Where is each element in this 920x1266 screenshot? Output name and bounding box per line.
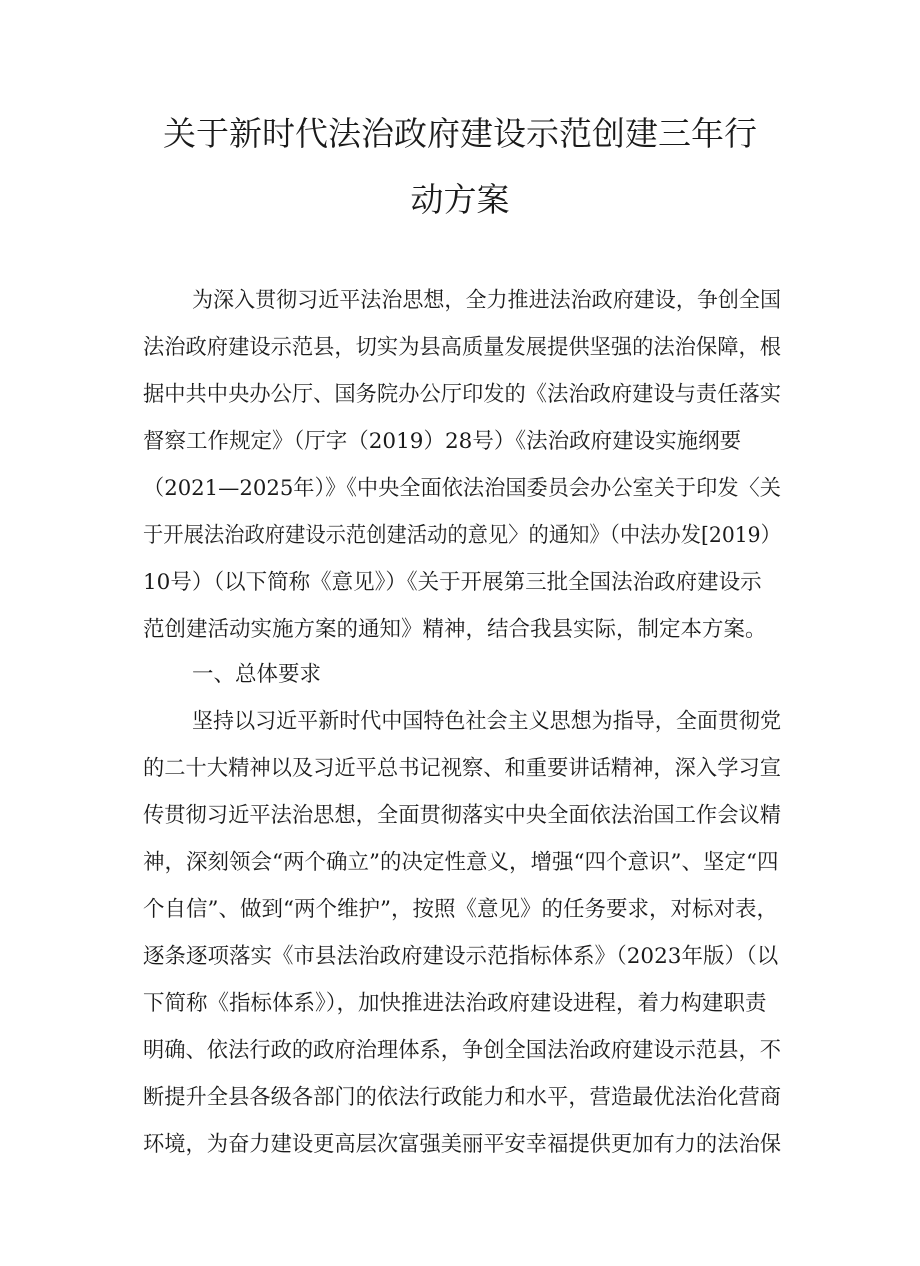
paragraph-line: 法治政府建设示范县，切实为县高质量发展提供坚强的法治保障，根 (143, 335, 782, 360)
paragraph-line: 明确、依法行政的政府治理体系，争创全国法治政府建设示范县，不 (143, 1038, 782, 1063)
paragraph-line: 环境，为奋力建设更高层次富强美丽平安幸福提供更加有力的法治保 (143, 1132, 782, 1157)
paragraph-line: 逐条逐项落实《市县法治政府建设示范指标体系》（2023年版）（以 (143, 944, 779, 969)
paragraph-line: 于开展法治政府建设示范创建活动的意见〉的通知》（中法办发[2019） (143, 523, 781, 548)
paragraph-line: 据中共中央办公厅、国务院办公厅印发的《法治政府建设与责任落实 (143, 382, 782, 407)
paragraph-line: 断提升全县各级各部门的依法行政能力和水平，营造最优法治化营商 (143, 1085, 782, 1110)
paragraph-line: 范创建活动实施方案的通知》精神，结合我县实际，制定本方案。 (143, 617, 767, 642)
paragraph-line: 神，深刻领会“两个确立”的决定性意义，增强“四个意识”、坚定“四 (143, 850, 779, 875)
paragraph-line: 为深入贯彻习近平法治思想，全力推进法治政府建设，争创全国 (192, 288, 782, 313)
paragraph-line: 的二十大精神以及习近平总书记视察、和重要讲话精神，深入学习宣 (143, 756, 782, 781)
paragraph-line: 传贯彻习近平法治思想，全面贯彻落实中央全面依法治国工作会议精 (143, 803, 782, 828)
paragraph-line: 个自信”、做到“两个维护”，按照《意见》的任务要求，对标对表， (143, 897, 778, 922)
section-heading: 一、总体要求 (192, 662, 322, 687)
paragraph-line: 10号）（以下简称《意见》）《关于开展第三批全国法治政府建设示 (143, 570, 762, 595)
paragraph-line: 坚持以习近平新时代中国特色社会主义思想为指导，全面贯彻党 (192, 709, 782, 734)
paragraph-line: 下简称《指标体系》），加快推进法治政府建设进程，着力构建职责 (143, 991, 767, 1016)
document-title-line-2: 动方案 (410, 180, 510, 219)
document-title-line-1: 关于新时代法治政府建设示范创建三年行 (163, 114, 757, 153)
paragraph-line: 督察工作规定》（厅字（2019）28号）《法治政府建设实施纲要 (143, 429, 742, 454)
paragraph-line: （2021—2025年）》《中央全面依法治国委员会办公室关于印发〈关 (143, 476, 781, 501)
